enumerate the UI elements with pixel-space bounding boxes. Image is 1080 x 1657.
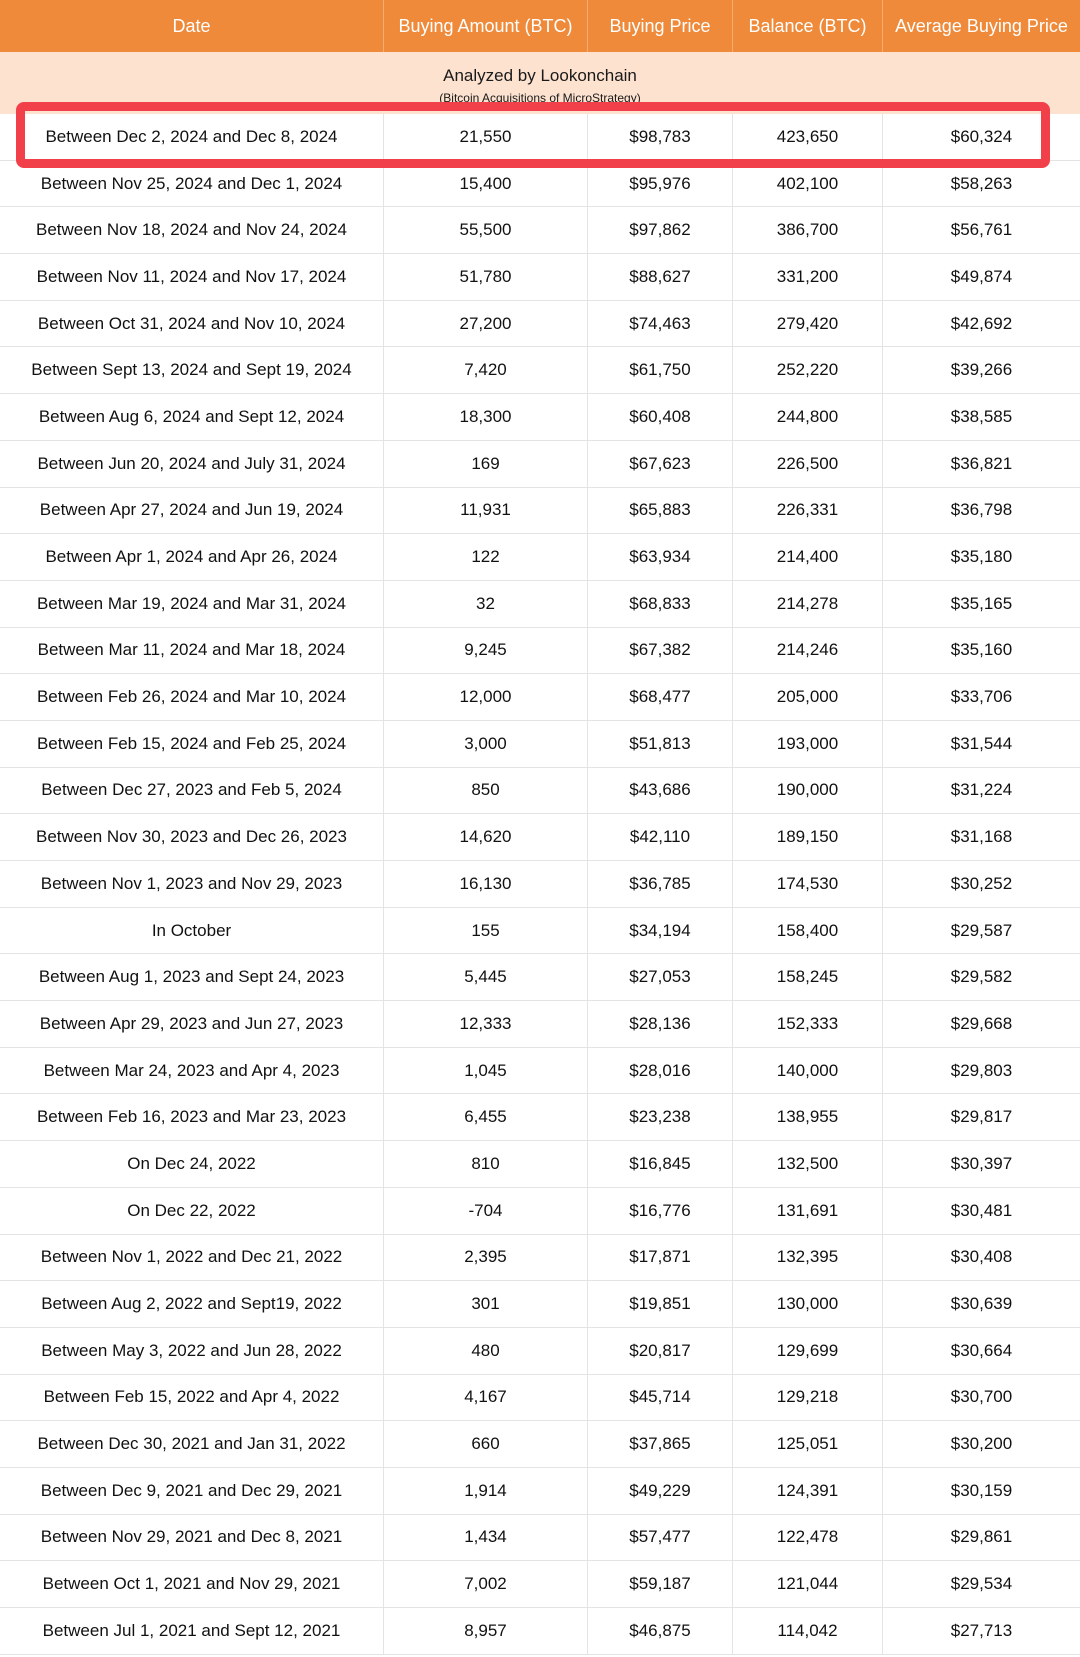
cell-balance: 174,530 [733,861,883,907]
table-row [0,1235,1080,1282]
cell-buying-price: $74,463 [588,301,733,347]
cell-balance: 189,150 [733,814,883,860]
cell-buying-price: $16,776 [588,1188,733,1234]
table-row [0,1048,1080,1095]
cell-average-buying-price: $30,397 [950,1153,1013,1173]
table-row [0,114,1080,161]
cell-buying-amount: 51,780 [384,254,588,300]
cell-buying-price: $36,785 [588,861,733,907]
cell-buying-amount: 12,000 [384,674,588,720]
cell-buying-amount: 1,045 [384,1048,588,1094]
table-row [0,768,1080,815]
table-row [0,301,1080,348]
cell-buying-price: $67,623 [588,441,733,487]
table-row [0,861,1080,908]
cell-buying-amount: 169 [384,441,588,487]
cell-balance: 138,955 [733,1094,883,1140]
cell-buying-price: $16,845 [588,1141,733,1187]
table-row [0,628,1080,675]
table-row [0,1468,1080,1515]
cell-buying-price: $37,865 [588,1421,733,1467]
cell-date: Between Jul 1, 2021 and Sept 12, 2021 [0,1608,384,1654]
cell-balance: 331,200 [733,254,883,300]
cell-average-buying-price: $30,481 [950,1200,1013,1220]
cell-balance: 244,800 [733,394,883,440]
cell-buying-amount: 15,400 [384,161,588,207]
cell-balance: 226,331 [733,488,883,534]
cell-balance: 124,391 [733,1468,883,1514]
cell-buying-amount: 2,395 [384,1235,588,1281]
table-row [0,347,1080,394]
cell-buying-price: $46,875 [588,1608,733,1654]
cell-average-buying-price: $27,713 [950,1620,1013,1640]
header-buying-price: Buying Price [588,0,733,52]
table-header [0,0,1080,52]
table-row [0,674,1080,721]
cell-average-buying-price: $60,324 [950,126,1013,146]
cell-average-buying-price: $36,798 [950,500,1013,520]
cell-balance: 132,395 [733,1235,883,1281]
cell-balance: 121,044 [733,1561,883,1607]
cell-balance: 132,500 [733,1141,883,1187]
cell-buying-amount: 1,914 [384,1468,588,1514]
cell-buying-price: $68,477 [588,674,733,720]
cell-buying-price: $88,627 [588,254,733,300]
cell-balance: 214,278 [733,581,883,627]
cell-date: Between Oct 31, 2024 and Nov 10, 2024 [0,301,384,347]
table-row [0,954,1080,1001]
table-row [0,441,1080,488]
cell-buying-price: $57,477 [588,1515,733,1561]
cell-date: Between Oct 1, 2021 and Nov 29, 2021 [0,1561,384,1607]
cell-buying-amount: 6,455 [384,1094,588,1140]
cell-buying-amount: 14,620 [384,814,588,860]
table-row [0,721,1080,768]
cell-average-buying-price: $35,180 [950,547,1013,567]
cell-balance: 129,218 [733,1375,883,1421]
cell-buying-price: $61,750 [588,347,733,393]
cell-balance: 226,500 [733,441,883,487]
cell-average-buying-price: $33,706 [950,687,1013,707]
cell-balance: 214,400 [733,534,883,580]
table-row [0,1281,1080,1328]
cell-buying-price: $98,783 [588,114,733,160]
cell-balance: 158,400 [733,908,883,954]
cell-date: Between Feb 15, 2022 and Apr 4, 2022 [0,1375,384,1421]
cell-average-buying-price: $31,224 [950,780,1013,800]
cell-average-buying-price: $29,587 [950,920,1013,940]
cell-date: Between Feb 15, 2024 and Feb 25, 2024 [0,721,384,767]
cell-date: Between Nov 11, 2024 and Nov 17, 2024 [0,254,384,300]
header-buying-amount: Buying Amount (BTC) [384,0,588,52]
cell-balance: 190,000 [733,768,883,814]
table-body [0,114,1080,1655]
cell-balance: 125,051 [733,1421,883,1467]
table-row [0,1561,1080,1608]
cell-buying-price: $20,817 [588,1328,733,1374]
cell-buying-amount: 810 [384,1141,588,1187]
header-date: Date [0,0,384,52]
cell-date: On Dec 22, 2022 [0,1188,384,1234]
cell-average-buying-price: $58,263 [950,173,1013,193]
cell-date: Between Dec 2, 2024 and Dec 8, 2024 [0,114,384,160]
cell-buying-price: $17,871 [588,1235,733,1281]
cell-buying-price: $49,229 [588,1468,733,1514]
cell-buying-price: $23,238 [588,1094,733,1140]
cell-buying-price: $59,187 [588,1561,733,1607]
cell-buying-amount: 480 [384,1328,588,1374]
cell-average-buying-price: $29,803 [950,1060,1013,1080]
cell-buying-price: $67,382 [588,628,733,674]
cell-average-buying-price: $29,817 [950,1107,1013,1127]
table-row [0,908,1080,955]
cell-balance: 423,650 [733,114,883,160]
cell-balance: 402,100 [733,161,883,207]
cell-buying-price: $68,833 [588,581,733,627]
header-average-buying-price: Average Buying Price [895,15,1068,36]
cell-date: Between Dec 30, 2021 and Jan 31, 2022 [0,1421,384,1467]
cell-buying-price: $95,976 [588,161,733,207]
banner-title: Analyzed by Lookonchain [443,66,637,85]
cell-date: Between Feb 16, 2023 and Mar 23, 2023 [0,1094,384,1140]
cell-buying-amount: 1,434 [384,1515,588,1561]
cell-average-buying-price: $36,821 [950,453,1013,473]
banner-subtitle: (Bitcoin Acquisitions of MicroStrategy) [439,91,641,105]
cell-buying-price: $28,136 [588,1001,733,1047]
header-balance: Balance (BTC) [733,0,883,52]
table-row [0,1608,1080,1655]
cell-buying-price: $65,883 [588,488,733,534]
cell-buying-amount: 301 [384,1281,588,1327]
cell-buying-amount: 27,200 [384,301,588,347]
cell-buying-price: $28,016 [588,1048,733,1094]
cell-average-buying-price: $30,252 [950,873,1013,893]
cell-average-buying-price: $35,160 [950,640,1013,660]
table-row [0,254,1080,301]
table-row [0,1515,1080,1562]
cell-average-buying-price: $30,159 [950,1480,1013,1500]
table-row [0,1375,1080,1422]
cell-average-buying-price: $29,582 [950,967,1013,987]
cell-buying-amount: 4,167 [384,1375,588,1421]
cell-average-buying-price: $30,408 [950,1247,1013,1267]
cell-average-buying-price: $29,668 [950,1013,1013,1033]
cell-average-buying-price: $31,544 [950,733,1013,753]
cell-date: Between Apr 27, 2024 and Jun 19, 2024 [0,488,384,534]
cell-buying-amount: 7,420 [384,347,588,393]
cell-buying-amount: 11,931 [384,488,588,534]
cell-date: Between Jun 20, 2024 and July 31, 2024 [0,441,384,487]
cell-balance: 214,246 [733,628,883,674]
cell-buying-amount: 660 [384,1421,588,1467]
cell-average-buying-price: $56,761 [950,220,1013,240]
cell-date: Between Apr 1, 2024 and Apr 26, 2024 [0,534,384,580]
cell-buying-amount: 122 [384,534,588,580]
cell-average-buying-price: $31,168 [950,827,1013,847]
cell-average-buying-price: $30,200 [950,1434,1013,1454]
cell-buying-price: $45,714 [588,1375,733,1421]
cell-buying-amount: 155 [384,908,588,954]
cell-date: Between Nov 1, 2022 and Dec 21, 2022 [0,1235,384,1281]
cell-buying-amount: 5,445 [384,954,588,1000]
cell-date: On Dec 24, 2022 [0,1141,384,1187]
table-row [0,1141,1080,1188]
cell-date: Between Nov 30, 2023 and Dec 26, 2023 [0,814,384,860]
cell-balance: 279,420 [733,301,883,347]
cell-date: Between Nov 25, 2024 and Dec 1, 2024 [0,161,384,207]
cell-buying-price: $43,686 [588,768,733,814]
cell-buying-amount: 18,300 [384,394,588,440]
table-row [0,814,1080,861]
cell-balance: 114,042 [733,1608,883,1654]
cell-buying-amount: 32 [384,581,588,627]
cell-balance: 130,000 [733,1281,883,1327]
cell-average-buying-price: $49,874 [950,266,1013,286]
cell-balance: 252,220 [733,347,883,393]
cell-balance: 129,699 [733,1328,883,1374]
cell-buying-amount: 8,957 [384,1608,588,1654]
cell-balance: 152,333 [733,1001,883,1047]
cell-average-buying-price: $30,664 [950,1340,1013,1360]
cell-buying-amount: -704 [384,1188,588,1234]
cell-average-buying-price: $35,165 [950,593,1013,613]
cell-balance: 205,000 [733,674,883,720]
table-row [0,1328,1080,1375]
cell-date: Between Sept 13, 2024 and Sept 19, 2024 [0,347,384,393]
cell-date: Between Nov 29, 2021 and Dec 8, 2021 [0,1515,384,1561]
cell-date: Between Aug 1, 2023 and Sept 24, 2023 [0,954,384,1000]
cell-date: Between Mar 24, 2023 and Apr 4, 2023 [0,1048,384,1094]
table-row [0,394,1080,441]
cell-average-buying-price: $42,692 [950,313,1013,333]
cell-buying-amount: 7,002 [384,1561,588,1607]
cell-date: Between Apr 29, 2023 and Jun 27, 2023 [0,1001,384,1047]
cell-balance: 158,245 [733,954,883,1000]
cell-buying-price: $97,862 [588,207,733,253]
cell-buying-price: $60,408 [588,394,733,440]
cell-date: Between May 3, 2022 and Jun 28, 2022 [0,1328,384,1374]
table-row [0,1188,1080,1235]
cell-balance: 131,691 [733,1188,883,1234]
cell-balance: 122,478 [733,1515,883,1561]
analysis-banner [0,52,1080,114]
cell-balance: 193,000 [733,721,883,767]
cell-average-buying-price: $29,534 [950,1574,1013,1594]
cell-balance: 140,000 [733,1048,883,1094]
cell-date: In October [0,908,384,954]
table-row [0,1094,1080,1141]
table-row [0,161,1080,208]
cell-buying-amount: 16,130 [384,861,588,907]
cell-date: Between Mar 19, 2024 and Mar 31, 2024 [0,581,384,627]
cell-balance: 386,700 [733,207,883,253]
table-row [0,1421,1080,1468]
cell-buying-amount: 850 [384,768,588,814]
cell-buying-amount: 3,000 [384,721,588,767]
cell-buying-amount: 12,333 [384,1001,588,1047]
cell-buying-price: $63,934 [588,534,733,580]
cell-buying-amount: 55,500 [384,207,588,253]
cell-date: Between Aug 6, 2024 and Sept 12, 2024 [0,394,384,440]
table-row [0,534,1080,581]
cell-buying-price: $51,813 [588,721,733,767]
cell-average-buying-price: $38,585 [950,406,1013,426]
cell-date: Between Mar 11, 2024 and Mar 18, 2024 [0,628,384,674]
cell-buying-price: $34,194 [588,908,733,954]
cell-average-buying-price: $39,266 [950,360,1013,380]
table-row [0,207,1080,254]
cell-buying-price: $19,851 [588,1281,733,1327]
cell-date: Between Dec 27, 2023 and Feb 5, 2024 [0,768,384,814]
cell-average-buying-price: $30,700 [950,1387,1013,1407]
cell-average-buying-price: $30,639 [950,1294,1013,1314]
cell-average-buying-price: $29,861 [950,1527,1013,1547]
cell-buying-amount: 21,550 [384,114,588,160]
cell-buying-price: $27,053 [588,954,733,1000]
table-row [0,581,1080,628]
cell-date: Between Aug 2, 2022 and Sept19, 2022 [0,1281,384,1327]
cell-buying-price: $42,110 [588,814,733,860]
cell-buying-amount: 9,245 [384,628,588,674]
table-row [0,1001,1080,1048]
cell-date: Between Feb 26, 2024 and Mar 10, 2024 [0,674,384,720]
cell-date: Between Nov 1, 2023 and Nov 29, 2023 [0,861,384,907]
table-row [0,488,1080,535]
cell-date: Between Nov 18, 2024 and Nov 24, 2024 [0,207,384,253]
cell-date: Between Dec 9, 2021 and Dec 29, 2021 [0,1468,384,1514]
